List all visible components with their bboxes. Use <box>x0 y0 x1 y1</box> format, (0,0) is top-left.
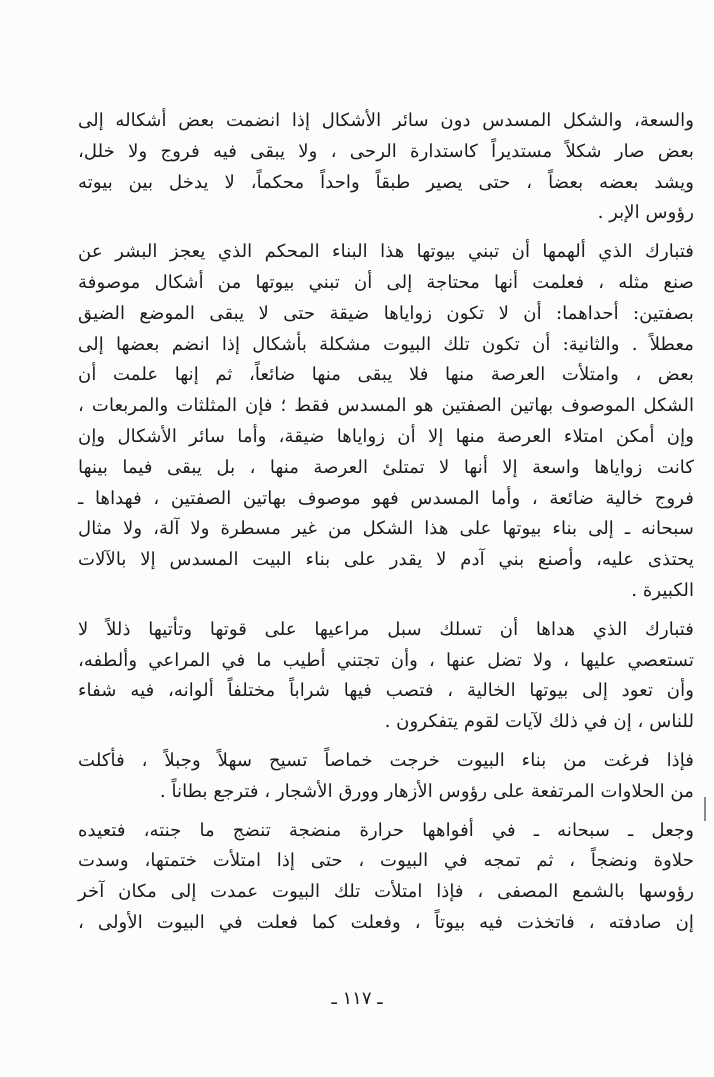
text-line: للناس ، إن في ذلك لآيات لقوم يتفكرون . <box>384 711 694 733</box>
text-line: بعض ، وامتلأت العرصة منها فلا يبقى منها ضائعاً، ثم إنها علمت أن <box>78 364 694 386</box>
text-line: كانت زواياها واسعة إلا أنها لا تمتلئ العرصة منها ، بل يبقى فيما بينها <box>78 456 694 478</box>
text-line: يحتذى عليه، وأصنع بني آدم لا يقدر على بناء البيت المسدس إلا بالآلات <box>78 549 694 571</box>
text-line: وجعل ـ سبحانه ـ في أفواهها حرارة منضجة تنضج ما جنته، فتعيده <box>78 819 694 841</box>
text-line: وأن تعود إلى بيوتها الخالية ، فتصب فيها شراباً مختلفاً ألوانه، فيه شفاء <box>78 680 694 702</box>
page-number: ـ ١١٧ ـ <box>331 988 383 1009</box>
margin-mark <box>704 797 706 821</box>
text-line: والسعة، والشكل المسدس دون سائر الأشكال إذا انضمت بعض أشكاله إلى <box>78 110 694 131</box>
text-line: معطلاً . والثانية: أن تكون تلك البيوت مشكلة بأشكال إذا انضم بعضها إلى <box>78 333 694 355</box>
text-line: الشكل الموصوف بهاتين الصفتين هو المسدس فقط ؛ فإن المثلثات والمربعات ، <box>78 395 694 417</box>
paragraph <box>78 816 694 939</box>
text-line: بصفتين: أحداهما: أن لا تكون زواياها ضيقة حتى لا يبقى الموضع الضيق <box>78 302 694 324</box>
paragraph <box>78 106 694 229</box>
text-line: إن صادفته ، فاتخذت فيه بيوتاً ، وفعلت كما فعلت في البيوت الأولى ، <box>78 911 694 933</box>
text-line: حلاوة ونضجاً ، ثم تمجه في البيوت ، حتى إذا امتلأت ختمتها، وسدت <box>78 850 694 872</box>
text-line: الكبيرة . <box>631 579 694 601</box>
text-line: بعض صار شكلاً مستديراً كاستدارة الرحى ، ولا يبقى فيه فروج ولا خلل، <box>78 140 694 162</box>
text-line: صنع مثله ، فعلمت أنها محتاجة إلى أن تبني بيوتها من أشكال موصوفة <box>78 271 694 293</box>
text-line: تستعصي عليها ، ولا تضل عنها ، وأن تجتني أطيب ما في المراعي وألطفه، <box>78 649 694 671</box>
paragraph <box>78 237 694 607</box>
text-line: فروج خالية ضائعة ، وأما المسدس فهو موصوف بهاتين الصفتين ، فهداها ـ <box>78 487 694 509</box>
paragraph <box>78 746 694 808</box>
text-line: وإن أمكن امتلاء العرصة منها إلا أن زواياها ضيقة، وأما سائر الأشكال وإن <box>78 425 694 447</box>
body-text <box>78 106 694 939</box>
text-line: من الحلاوات المرتفعة على رؤوس الأزهار وورق الأشجار ، فترجع بطاناً . <box>159 780 694 802</box>
text-line: سبحانه ـ إلى بناء بيوتها على هذا الشكل من غير مسطرة ولا آلة، ولا مثال <box>78 518 694 540</box>
paragraph <box>78 615 694 738</box>
text-line: رؤوسها بالشمع المصفى ، فإذا امتلأت تلك البيوت عمدت إلى مكان آخر <box>78 881 694 903</box>
text-line: ويشد بعضه بعضاً ، حتى يصير طبقاً واحداً محكماً، لا يدخل بين بيوته <box>78 171 694 193</box>
text-line: فإذا فرغت من بناء البيوت خرجت خماصاً تسيح سهلاً وجبلاً ، فأكلت <box>78 749 694 771</box>
text-line: فتبارك الذي ألهمها أن تبني بيوتها هذا البناء المحكم الذي يعجز البشر عن <box>78 241 694 263</box>
text-line: فتبارك الذي هداها أن تسلك سبل مراعيها على قوتها وتأتيها ذللاً لا <box>78 618 694 640</box>
text-line: رؤوس الإبر . <box>597 202 694 224</box>
